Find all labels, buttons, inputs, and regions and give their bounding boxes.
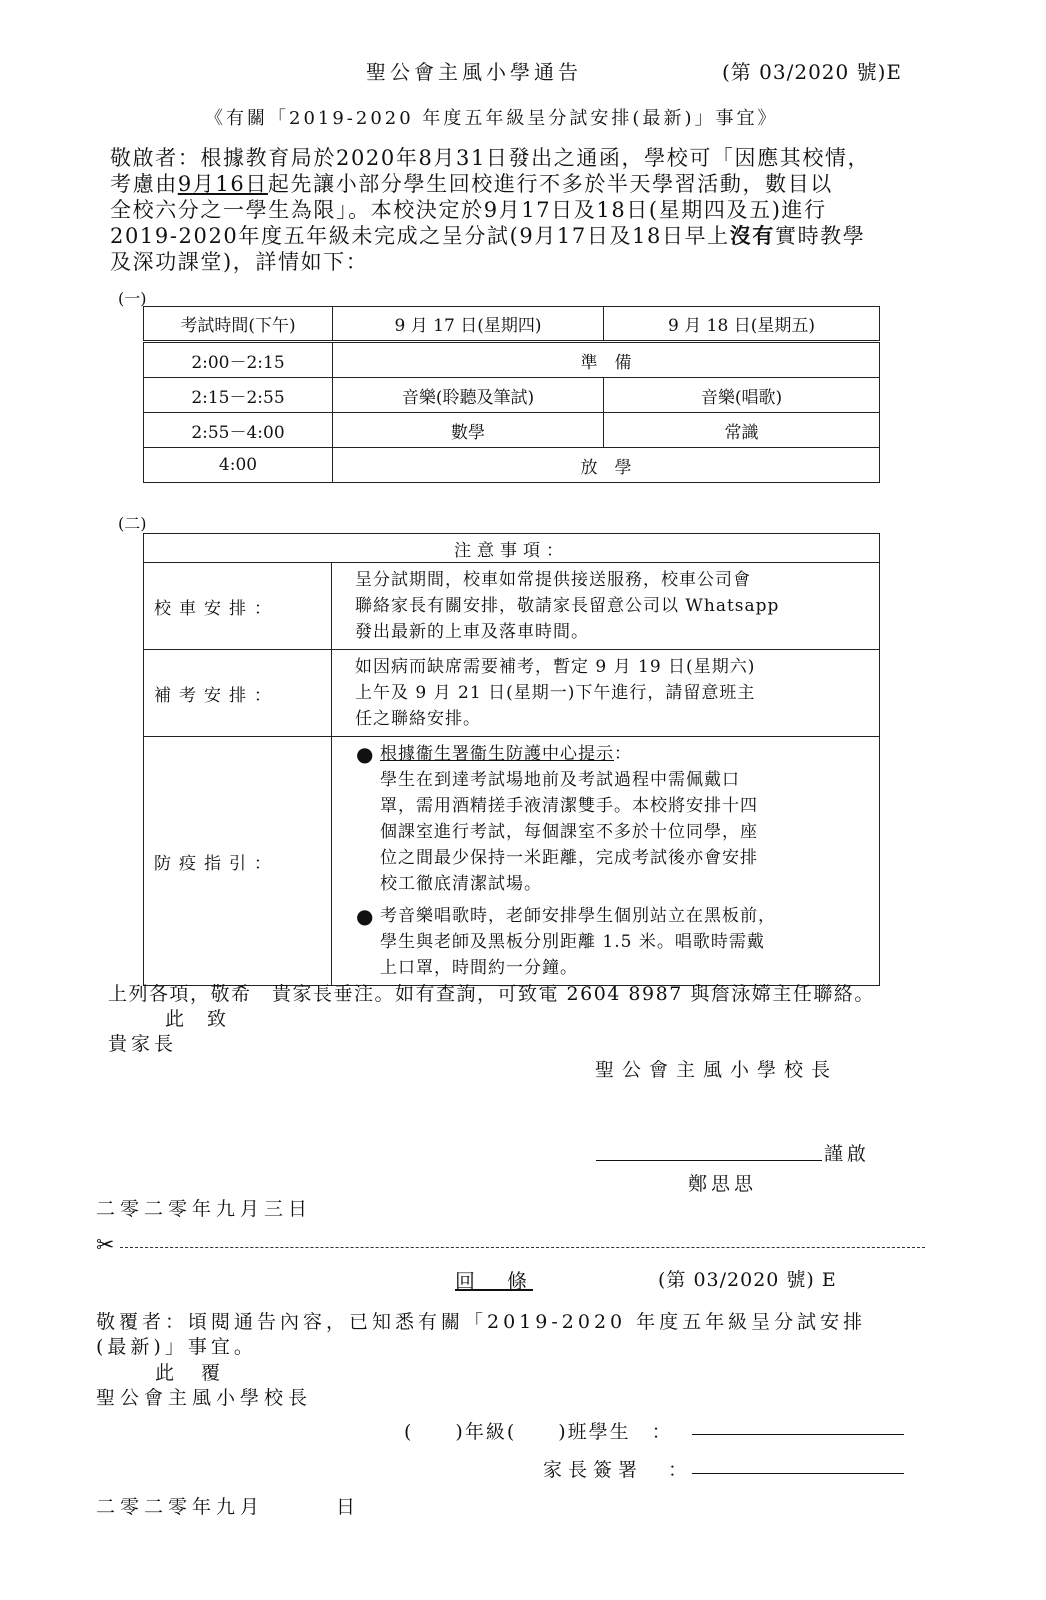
header-time: 考試時間(下午) [144,307,333,342]
notes-table [143,533,880,986]
bus-line: 呈分試期間，校車如常提供接送服務，校車公司會 [355,570,751,590]
parent-signature-line[interactable] [692,1473,904,1474]
section-2-label: (二) [118,514,147,533]
table-row [144,413,880,448]
reply-date: 二零二零年九月 日 [96,1496,361,1518]
signature-line [596,1160,822,1161]
class-field-line[interactable] [692,1434,904,1435]
intro-line-5: 及深功課堂)，詳情如下： [110,250,369,274]
bullet-line: 位之間最少保持一米距離，完成考試後亦會安排 [380,848,758,868]
bullet-title-line [380,741,869,767]
bullet-line: 罩，需用酒精搓手液清潔雙手。本校將安排十四 [380,796,758,816]
thursday-cell: 音樂(聆聽及筆試) [333,378,604,413]
bullet-item [354,903,869,981]
bullet-line: 學生在到達考試場地前及考試過程中需佩戴口 [380,770,740,790]
bullet-title: 根據衞生署衞生防護中心提示 [380,744,614,764]
bullet-title-colon: ： [614,744,632,764]
makeup-line: 任之聯絡安排。 [355,709,481,729]
intro-line-4-end: 實時教學 [774,224,866,248]
parent-signature-label: 家長簽署 ： [543,1459,694,1481]
makeup-content [332,650,880,737]
scissors-icon: ✂ [96,1233,115,1258]
principal-title: 聖公會主風小學校長 [595,1059,839,1081]
recipient: 貴家長 [108,1033,178,1055]
principal-name: 鄭思思 [688,1173,758,1195]
table-row [144,563,880,650]
section-1-label: (一) [118,289,147,308]
cut-line [120,1247,925,1248]
epidemic-content [332,737,880,986]
bullet-line: 上口罩，時間約一分鐘。 [380,958,578,978]
reply-line-1: 敬覆者：頃閱通告內容，已知悉有關「2019-2020 年度五年級呈分試安排 [96,1311,867,1333]
time-cell: 4:00 [144,448,333,483]
table-row [144,378,880,413]
merged-cell: 準 備 [333,342,880,378]
bullet-line: 個課室進行考試，每個課室不多於十位同學，座 [380,822,758,842]
notice-date: 二零二零年九月三日 [96,1198,313,1220]
intro-line-4-start: 2019-2020年度五年級未完成之呈分試(9月17日及18日早上 [110,224,730,248]
notes-heading: 注意事項： [144,534,880,563]
bullet-dot-icon: ● [356,742,375,766]
bullet-line: 校工徹底清潔試場。 [380,874,542,894]
bullet-dot-icon: ● [356,904,375,928]
makeup-line: 如因病而缺席需要補考，暫定 9 月 19 日(星期六) [355,657,756,677]
bus-content [332,563,880,650]
exam-schedule-table [143,306,880,483]
bullet-item [354,741,869,897]
intro-line-2-end: 起先讓小部分學生回校進行不多於半天學習活動，數目以 [267,172,833,196]
header-thursday: 9 月 17 日(星期四) [333,307,604,342]
ci-fu: 此 覆 [155,1362,225,1384]
intro-line-3: 全校六分之一學生為限」。本校決定於9月17日及18日(星期四及五)進行 [110,198,827,222]
notice-subject: 《有關「2019-2020 年度五年級呈分試安排(最新)」事宜》 [205,108,779,129]
reply-title: 回 條 [455,1269,533,1293]
reply-recipient: 聖公會主風小學校長 [96,1387,313,1409]
closing-line: 上列各項，敬希 貴家長垂注。如有查詢，可致電 2604 8987 與詹泳嫦主任聯絡。 [108,983,875,1005]
table-header-row [144,307,880,342]
intro-line-4 [110,223,960,249]
notice-reference: (第 03/2020 號)E [722,60,903,84]
makeup-line: 上午及 9 月 21 日(星期一)下午進行，請留意班主 [355,683,756,703]
friday-cell: 常識 [604,413,880,448]
friday-cell: 音樂(唱歌) [604,378,880,413]
makeup-label: 補考安排： [144,650,332,737]
intro-date-underlined: 9月16日 [177,172,268,196]
merged-cell: 放 學 [333,448,880,483]
bus-line: 發出最新的上車及落車時間。 [355,622,589,642]
bus-label: 校車安排： [144,563,332,650]
intro-line-1: 敬啟者：根據教育局於2020年8月31日發出之通函，學校可「因應其校情， [110,146,871,170]
intro-line-2-start: 考慮由 [110,172,178,196]
class-field-label: ( )年級( )班學生 ： [404,1421,673,1443]
reply-reference: (第 03/2020 號) E [658,1269,837,1291]
time-cell: 2:00－2:15 [144,342,333,378]
table-row [144,737,880,986]
time-cell: 2:15－2:55 [144,378,333,413]
bullet-line: 學生與老師及黑板分別距離 1.5 米。唱歌時需戴 [380,932,765,952]
header-friday: 9 月 18 日(星期五) [604,307,880,342]
jin-qi: 謹啟 [824,1143,871,1165]
bullet-line: 考音樂唱歌時，老師安排學生個別站立在黑板前， [380,906,776,926]
intro-bold-text: 沒有 [729,223,775,248]
reply-line-2: (最新)」事宜。 [96,1336,257,1358]
table-row [144,650,880,737]
intro-paragraph [110,145,960,275]
thursday-cell: 數學 [333,413,604,448]
time-cell: 2:55－4:00 [144,413,333,448]
intro-line-2 [110,171,960,197]
ci-zhi: 此 致 [165,1008,229,1030]
notes-heading-row [144,534,880,563]
table-row [144,342,880,378]
epidemic-label: 防疫指引： [144,737,332,986]
table-row [144,448,880,483]
bus-line: 聯絡家長有關安排，敬請家長留意公司以 Whatsapp [355,596,780,616]
school-notice-title: 聖公會主風小學通告 [366,60,582,84]
